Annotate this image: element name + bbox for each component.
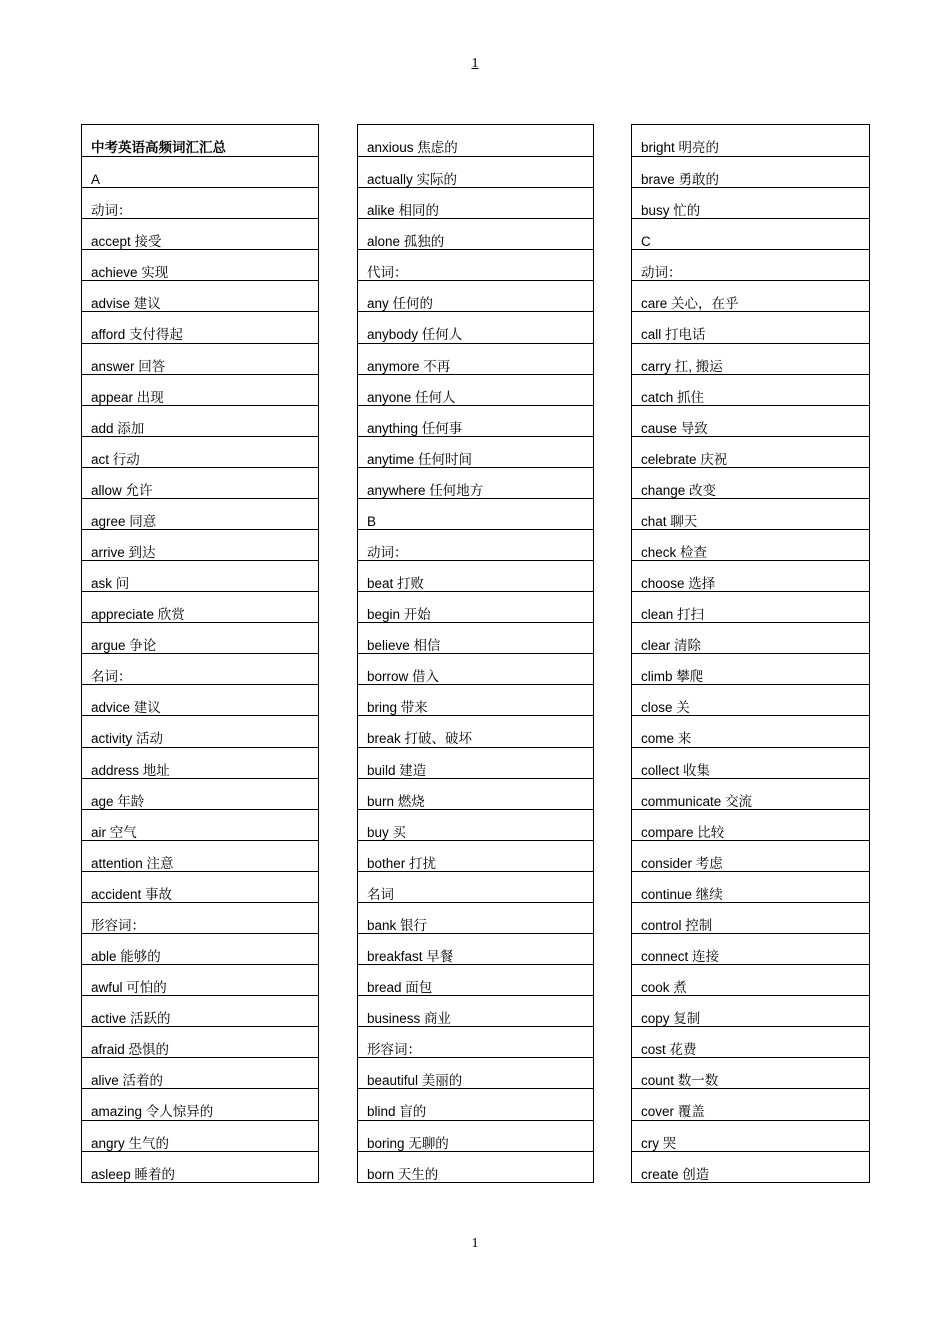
vocab-row: address 地址 (82, 747, 318, 778)
vocab-row: bright 明亮的 (641, 140, 720, 155)
vocab-row: believe 相信 (358, 622, 593, 653)
vocab-row: awful 可怕的 (82, 964, 318, 995)
vocab-row: anytime 任何时间 (358, 436, 593, 467)
vocab-row: alike 相同的 (358, 187, 593, 218)
vocab-row: air 空气 (82, 809, 318, 840)
vocab-row: cause 导致 (632, 405, 869, 436)
vocab-row: B (358, 498, 593, 529)
vocab-row: come 来 (632, 715, 869, 746)
vocab-row: check 检查 (632, 529, 869, 560)
vocab-row: appreciate 欣赏 (82, 591, 318, 622)
vocab-row: connect 连接 (632, 933, 869, 964)
vocab-row: anyone 任何人 (358, 374, 593, 405)
vocab-row: call 打电话 (632, 311, 869, 342)
vocab-row: change 改变 (632, 467, 869, 498)
vocab-row: ask 问 (82, 560, 318, 591)
vocab-row: clean 打扫 (632, 591, 869, 622)
vocab-row: cost 花费 (632, 1026, 869, 1057)
vocab-row: 名词： (82, 653, 318, 684)
vocab-row: count 数一数 (632, 1057, 869, 1088)
footer-page-number: 1 (471, 1236, 479, 1251)
vocab-row: A (82, 156, 318, 187)
vocab-row: burn 燃烧 (358, 778, 593, 809)
vocab-row: care 关心，在乎 (632, 280, 869, 311)
vocab-row: boring 无聊的 (358, 1120, 593, 1151)
vocab-row: 动词： (82, 187, 318, 218)
vocab-row: allow 允许 (82, 467, 318, 498)
vocab-row: anywhere 任何地方 (358, 467, 593, 498)
vocab-row: consider 考虑 (632, 840, 869, 871)
vocab-row: breakfast 早餐 (358, 933, 593, 964)
vocab-row: anxious 焦虑的 (367, 140, 458, 155)
vocab-row: chat 聊天 (632, 498, 869, 529)
vocab-row: amazing 令人惊异的 (82, 1088, 318, 1119)
vocab-row: borrow 借入 (358, 653, 593, 684)
vocab-row: anybody 任何人 (358, 311, 593, 342)
vocab-row: C (632, 218, 869, 249)
vocab-row: age 年龄 (82, 778, 318, 809)
vocab-row: catch 抓住 (632, 374, 869, 405)
vocab-row: business 商业 (358, 995, 593, 1026)
vocab-row: 形容词： (82, 902, 318, 933)
vocab-row: angry 生气的 (82, 1120, 318, 1151)
vocab-row: beautiful 美丽的 (358, 1057, 593, 1088)
vocab-column-3 (631, 124, 870, 1183)
vocab-row: control 控制 (632, 902, 869, 933)
vocab-row: arrive 到达 (82, 529, 318, 560)
vocab-row: anything 任何事 (358, 405, 593, 436)
vocab-row: afford 支付得起 (82, 311, 318, 342)
vocab-row: bank 银行 (358, 902, 593, 933)
vocab-row: achieve 实现 (82, 249, 318, 280)
vocab-row: able 能够的 (82, 933, 318, 964)
vocab-row: born 天生的 (358, 1151, 593, 1182)
vocab-row: asleep 睡着的 (82, 1151, 318, 1182)
vocab-row: add 添加 (82, 405, 318, 436)
vocab-row: actually 实际的 (358, 156, 593, 187)
vocab-row: bother 打扰 (358, 840, 593, 871)
vocab-row: cover 覆盖 (632, 1088, 869, 1119)
vocab-row: continue 继续 (632, 871, 869, 902)
vocab-row: afraid 恐惧的 (82, 1026, 318, 1057)
vocab-column-1 (81, 124, 319, 1183)
vocab-row: busy 忙的 (632, 187, 869, 218)
vocab-row: advice 建议 (82, 684, 318, 715)
vocab-row: clear 清除 (632, 622, 869, 653)
vocab-row: bread 面包 (358, 964, 593, 995)
vocab-row: agree 同意 (82, 498, 318, 529)
vocab-row: 动词： (632, 249, 869, 280)
vocab-row: activity 活动 (82, 715, 318, 746)
vocab-row: advise 建议 (82, 280, 318, 311)
vocab-row: 名词 (358, 871, 593, 902)
vocab-row: act 行动 (82, 436, 318, 467)
vocab-row: answer 回答 (82, 343, 318, 374)
document-title: 中考英语高频词汇汇总 (91, 140, 226, 155)
vocab-row: accept 接受 (82, 218, 318, 249)
vocab-row: beat 打败 (358, 560, 593, 591)
vocab-row: accident 事故 (82, 871, 318, 902)
vocab-row: bring 带来 (358, 684, 593, 715)
vocab-column-2 (357, 124, 594, 1183)
vocab-row: cry 哭 (632, 1120, 869, 1151)
vocab-row: choose 选择 (632, 560, 869, 591)
vocab-row: celebrate 庆祝 (632, 436, 869, 467)
vocab-row: brave 勇敢的 (632, 156, 869, 187)
vocab-row: appear 出现 (82, 374, 318, 405)
vocab-row: break 打破、破坏 (358, 715, 593, 746)
vocab-row: compare 比较 (632, 809, 869, 840)
vocab-row: argue 争论 (82, 622, 318, 653)
vocab-row: climb 攀爬 (632, 653, 869, 684)
vocab-row: alone 孤独的 (358, 218, 593, 249)
vocab-row: alive 活着的 (82, 1057, 318, 1088)
vocab-row: begin 开始 (358, 591, 593, 622)
vocab-row: build 建造 (358, 747, 593, 778)
vocab-row: anymore 不再 (358, 343, 593, 374)
vocab-row: create 创造 (632, 1151, 869, 1182)
vocab-row: 动词： (358, 529, 593, 560)
vocab-row: collect 收集 (632, 747, 869, 778)
vocab-row: cook 煮 (632, 964, 869, 995)
vocab-row: attention 注意 (82, 840, 318, 871)
vocab-row: close 关 (632, 684, 869, 715)
vocab-row: any 任何的 (358, 280, 593, 311)
vocab-row: copy 复制 (632, 995, 869, 1026)
vocab-row: 代词： (358, 249, 593, 280)
vocab-row: active 活跃的 (82, 995, 318, 1026)
vocab-row: blind 盲的 (358, 1088, 593, 1119)
vocab-row: buy 买 (358, 809, 593, 840)
vocab-row: carry 扛, 搬运 (632, 343, 869, 374)
header-page-number: 1 (471, 56, 479, 71)
vocab-row: 形容词： (358, 1026, 593, 1057)
vocab-row: communicate 交流 (632, 778, 869, 809)
